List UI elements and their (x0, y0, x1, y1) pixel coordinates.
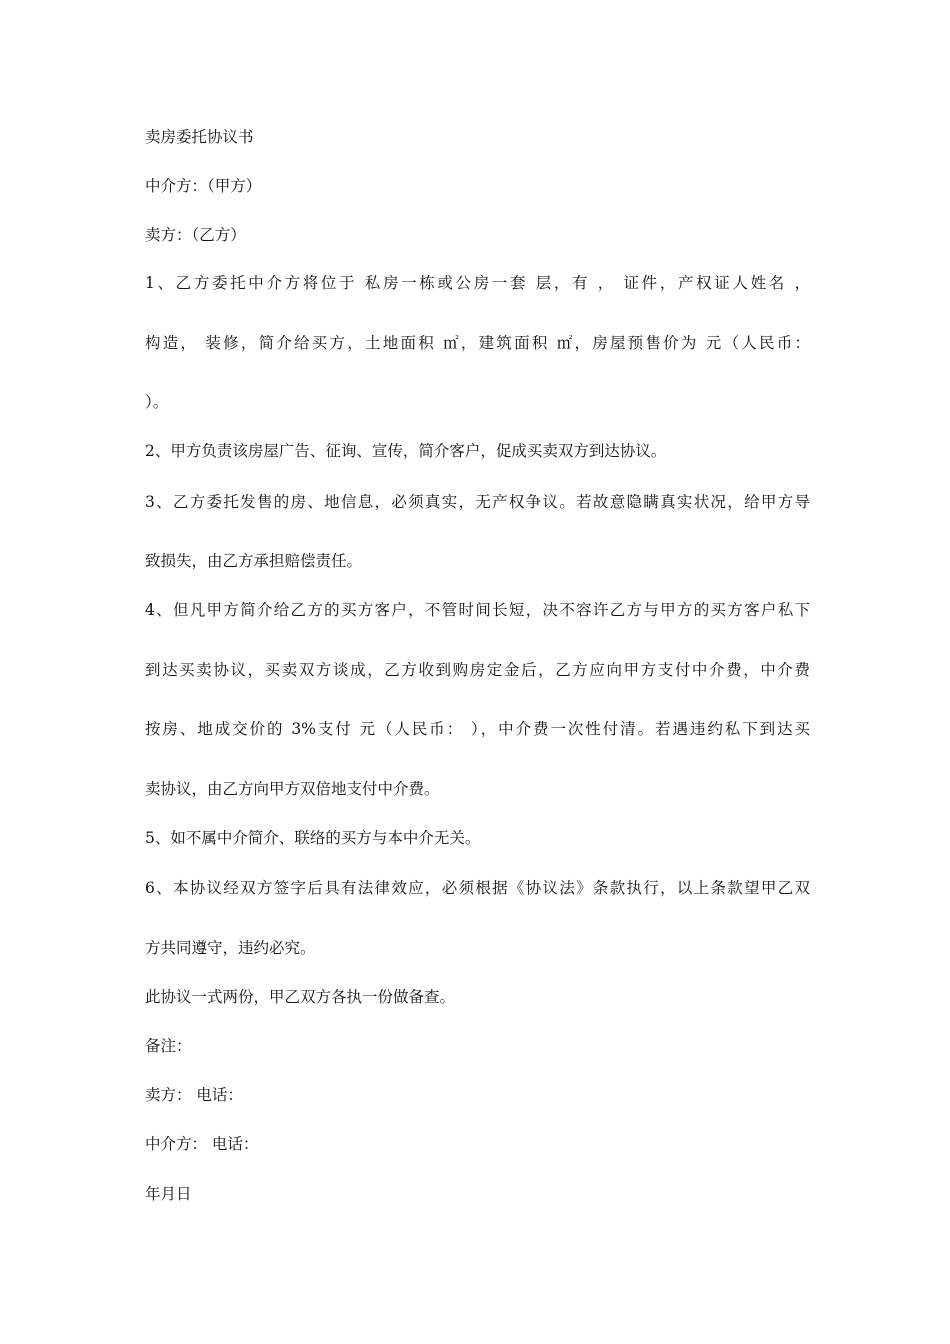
clause-6-line-1: 6、本协议经双方签字后具有法律效应，必须根据《协议法》条款执行，以上条款望甲乙双 (145, 879, 810, 897)
clause-6-line-2: 方共同遵守，违约必究。 (145, 939, 316, 957)
clause-2: 2、甲方负责该房屋广告、征询、宣传，简介客户，促成买卖双方到达协议。 (145, 442, 667, 460)
clause-1-line-2: 构造， 装修，简介给买方，土地面积 ㎡，建筑面积 ㎡，房屋预售价为 元（人民币： (145, 334, 810, 352)
clause-4-line-3: 按房、地成交价的 3%支付 元（人民币： ），中介费一次性付清。若遇违约私下到达买 (145, 720, 810, 738)
clause-1-line-1: 1、乙方委托中介方将位于 私房一栋或公房一套 层，有 ， 证件，产权证人姓名 ， (145, 274, 810, 292)
copies-note: 此协议一式两份，甲乙双方各执一份做备查。 (145, 988, 456, 1006)
remarks-label: 备注： (145, 1037, 192, 1055)
party-a-line: 中介方：（甲方） (145, 177, 262, 195)
seller-signature-line: 卖方： 电话： (145, 1086, 243, 1104)
clause-4-line-2: 到达买卖协议，买卖双方谈成，乙方收到购房定金后，乙方应向甲方支付中介费，中介费 (145, 661, 810, 679)
party-b-line: 卖方：（乙方） (145, 226, 246, 244)
date-line: 年月日 (145, 1185, 192, 1203)
clause-4-line-4: 卖协议，由乙方向甲方双倍地支付中介费。 (145, 780, 440, 798)
clause-3-line-1: 3、乙方委托发售的房、地信息，必须真实，无产权争议。若故意隐瞒真实状况，给甲方导 (145, 493, 810, 511)
clause-4-line-1: 4、但凡甲方简介给乙方的买方客户，不管时间长短，决不容许乙方与甲方的买方客户私下 (145, 601, 810, 619)
clause-5: 5、如不属中介简介、联络的买方与本中介无关。 (145, 829, 481, 847)
clause-1-line-3: ）。 (145, 393, 169, 411)
agent-signature-line: 中介方： 电话： (145, 1135, 259, 1153)
document-title: 卖房委托协议书 (145, 128, 254, 146)
clause-3-line-2: 致损失，由乙方承担赔偿责任。 (145, 552, 363, 570)
